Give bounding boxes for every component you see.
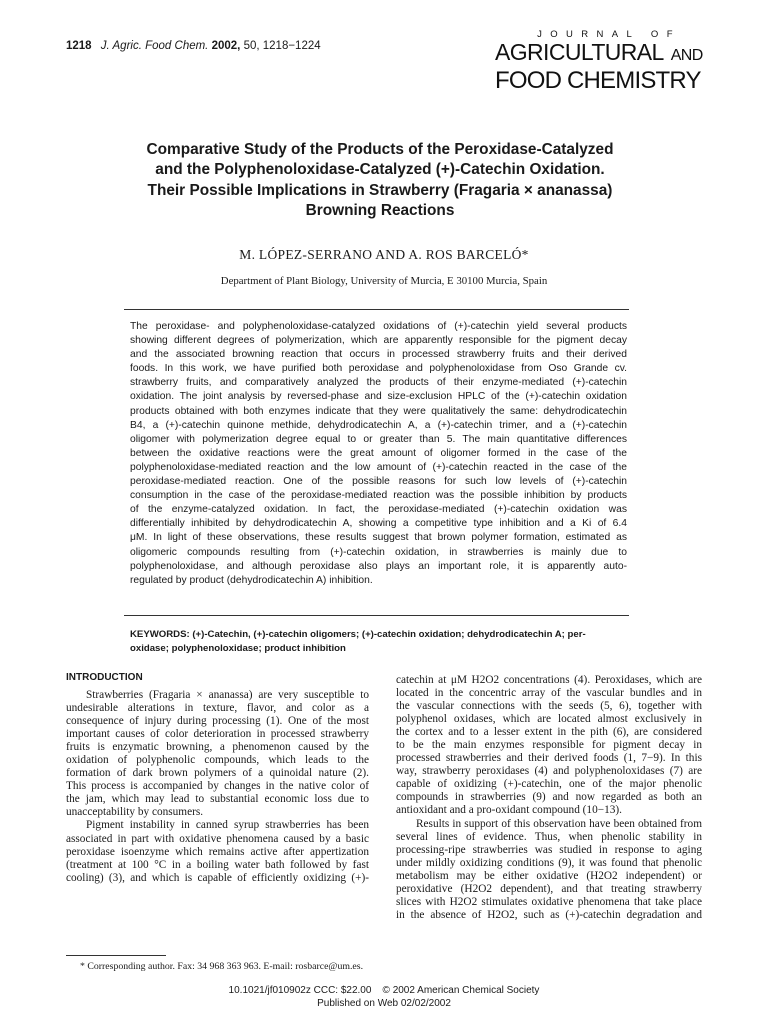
journal-year: 2002, [211,40,241,52]
body-line: formation of dark brown polymers of a quinoidal nature (2). [66,767,369,780]
body-line: fruits is enzymatic browning, a phenomenon caused by the [66,741,369,754]
title-line: Comparative Study of the Products of the Peroxidase-Catalyzed [146,141,614,158]
body-line: peroxidase isoenzyme which remains active after appertization [66,845,369,858]
abstract-line: oligomer with polymerization degree equal to or greater than 5. The main quantitative differences [130,433,627,445]
abstract [130,320,627,588]
abstract-line: B4, a (+)-catechin quinone methide, dehydrodicatechin A, a (+)-catechin trimer, and a (+)-catechin [130,419,627,431]
body-line: cooling) (3), and which is capable of efficiently oxidizing (+)- [66,871,369,884]
corresponding-author-footnote: * Corresponding author. Fax: 34 968 363 963. E-mail: rosbarce@um.es. [80,961,364,972]
title-line: and the Polyphenoloxidase-Catalyzed (+)-Catechin Oxidation. [155,161,605,179]
journal-logo-and: AND [670,47,703,64]
body-line: processed strawberries and their derived foods (1, 7−9). In this [396,752,702,765]
abstract-line: polyphenoloxidase, and although peroxidase also plays an important role, it is apparently auto- [130,560,627,572]
body-line: associated in part with oxidative phenomena caused by a basic [66,832,369,845]
journal-logo [495,29,705,93]
body-line: under mildly oxidizing conditions (9), it was found that phenolic [396,856,702,869]
abstract-top-rule [124,309,629,310]
journal-logo-agri-text: AGRICULTURAL [495,39,663,65]
body-line: Results in support of this observation have been obtained from [416,817,702,830]
journal-logo-food-chemistry: FOOD CHEMISTRY [495,67,701,94]
body-line: important causes of color deterioration in processed strawberry [66,728,369,741]
body-line: (treatment at 100 °C in a boiling water bath followed by fast [66,858,369,871]
title-line: Their Possible Implications in Strawberry (Fragaria × ananassa) [147,181,613,199]
body-line: Pigment instability in canned syrup strawberries has been [86,819,369,832]
body-line: way, strawberry peroxidases (4) and polyphenoloxidases (7) are [396,765,702,778]
body-line: peroxidative (H2O2 dependent), and that treating strawberry [396,882,702,895]
abstract-line: of the enzyme-catalyzed oxidation. In fact, the peroxidase-mediated (+)-catechin oxidation was [130,504,627,516]
keywords-line: KEYWORDS: (+)-Catechin, (+)-catechin oligomers; (+)-catechin oxidation; dehydrodicatechin A; per- [130,629,586,640]
body-line: metabolism may be either oxidative (H2O2 independent) or [396,869,702,882]
body-line: in the absence of H2O2, such as (+)-catechin degradation and [396,908,702,921]
body-line: to be the main enzymes responsible for pigment decay in [396,739,702,752]
abstract-line: regulated by product (dehydrodicatechin A) inhibition. [130,574,373,586]
left-column [66,689,369,885]
affiliation: Department of Plant Biology, University of Murcia, E 30100 Murcia, Spain [220,275,548,287]
body-line: unacceptability by consumers. [66,806,204,819]
body-line: Strawberries (Fragaria × ananassa) are very susceptible to [86,689,369,701]
body-line: the jam, which may lead to substantial economic loss due to [66,793,369,806]
body-line: This process is accompanied by changes in the native color of [66,780,369,793]
abstract-line: and the associated browning reaction that occurs in processed strawberry fruits and their derived [130,349,627,361]
journal-logo-agricultural [495,40,705,68]
footnote-rule [66,955,166,956]
body-line: processing-ripe strawberries was studied in response to aging [396,843,702,856]
journal-abbrev: J. Agric. Food Chem. [100,40,209,52]
abstract-line: strawberry fruits, and comparatively analyzed the products of their enzyme-mediated (+)-catechin [130,377,627,389]
section-heading-introduction: INTRODUCTION [66,672,143,683]
doi-line: 10.1021/jf010902z CCC: $22.00 © 2002 American Chemical Society [228,985,540,996]
abstract-bottom-rule [124,615,629,616]
page-number: 1218 [66,40,92,52]
keywords [130,628,627,656]
authors: M. LÓPEZ-SERRANO AND A. ROS BARCELÓ* [239,247,529,262]
running-head [66,40,321,52]
article-title [130,140,630,222]
abstract-line: showing different degrees of polymerization, which are apparently responsible for the pigment decay [130,335,627,347]
journal-citation: 50, 1218−1224 [243,40,321,52]
abstract-line: foods. In this work, we have purified both peroxidase and polyphenoloxidase from Oso Grande cv. [130,363,627,375]
abstract-line: oligomeric compounds resulting from (+)-catechin oxidation, in strawberries is mainly due to [130,546,627,558]
body-line: the cortex and to a lesser extent in the pith (6), are considered [396,726,702,739]
abstract-line: consumption in the case of the peroxidase-mediated reaction was the possible inhibition by products [130,490,627,502]
right-column [396,674,702,922]
journal-logo-top: JOURNAL OF [537,29,681,40]
abstract-line: The peroxidase- and polyphenoloxidase-catalyzed oxidations of (+)-catechin yield several products [130,321,627,332]
body-line: located in the concentric array of the vascular bundles and in [396,687,702,700]
abstract-line: differentially inhibited by dehydrodicatechin A, showing a competitive type inhibition and a Ki of 6.4 [130,518,627,530]
published-line: Published on Web 02/02/2002 [317,998,451,1009]
abstract-line: peroxidase-mediated reaction. One of the possible reasons for such low levels of (+)-catechin [130,476,627,488]
body-line: antioxidant and a pro-oxidant compound (10−13). [396,804,622,817]
body-line: polyphenol oxidases, which are located almost exclusively in [396,713,702,726]
abstract-line: oxidation. The joint analysis by reversed-phase and size-exclusion HPLC of the (+)-catechin oxidation [130,391,627,403]
title-line: Browning Reactions [305,202,455,220]
body-line: slices with H2O2 stimulates oxidative phenomena that take place [396,895,702,908]
body-line: consequence of injury during processing (1). One of the most [66,715,369,728]
keywords-line: oxidase; polyphenoloxidase; product inhibition [130,643,346,654]
body-line: catechin at μM H2O2 concentrations (4). Peroxidases, which are [396,674,702,686]
body-line: capable of oxidizing (+)-catechin, one of the major phenolic [396,778,702,791]
body-line: compounds in strawberries (9) and now regarded as both an [396,791,702,804]
abstract-line: polyphenoloxidase-mediated reaction and the low amount of (+)-catechin reacted in the case of the [130,461,627,473]
abstract-line: products obtained with both enzymes indicate that they were qualitatively the same: dehydrodicatechin [130,405,627,417]
abstract-line: between the oxidative reactions were the great amount of oligomer formed in the case of the [130,447,627,459]
body-line: oxidation of polyphenolic compounds, which leads to the [66,754,369,767]
body-line: several lines of evidence. Thus, when phenolic stability in [396,830,702,843]
abstract-line: μM. In light of these observations, these results suggest that brown polymer formation, estimated as [130,532,627,544]
body-line: undesirable alterations in texture, flavor, and color as a [66,702,369,715]
body-line: the vascular connections with the seeds (5, 6), together with [396,700,702,713]
